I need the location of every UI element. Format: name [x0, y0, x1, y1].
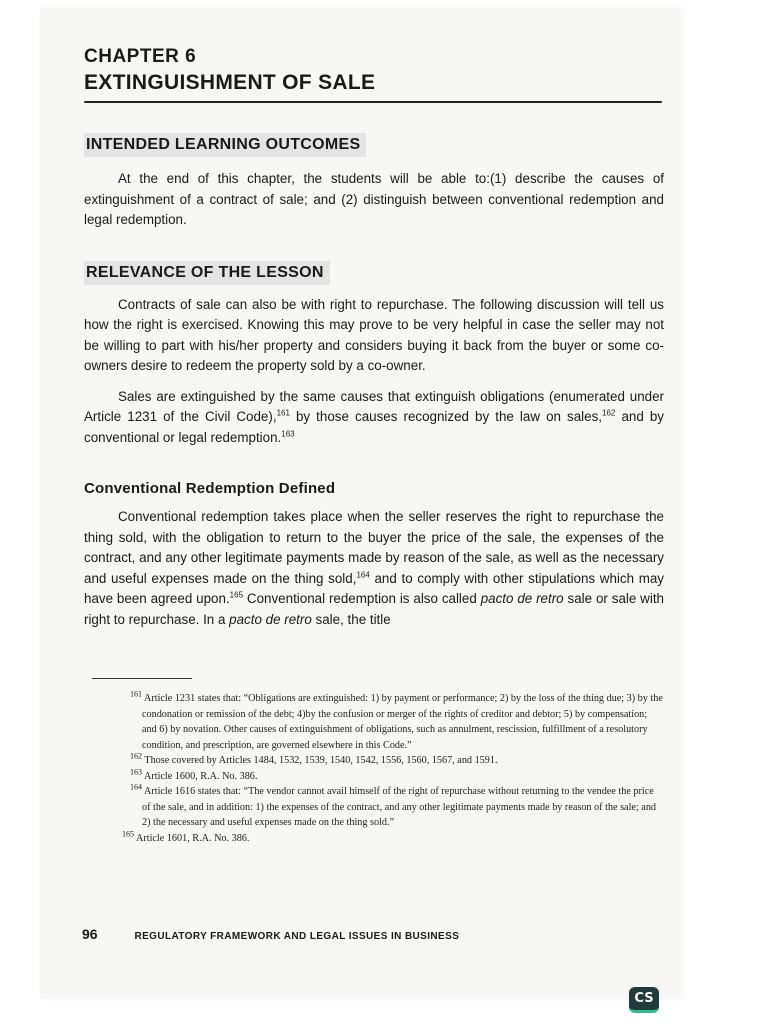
footnote-ref-164[interactable]: 164 — [356, 570, 370, 580]
relevance-heading: RELEVANCE OF THE LESSON — [84, 261, 330, 285]
footnote-163: $^{163}$ Article 1600, R.A. No. 386. — [130, 767, 258, 782]
footnote-161: $^{161}$ Article 1231 states that: “Obligations are extinguished: 1) by payment or performance; 2) by the loss of the thing due; 3) by the condonation or remission of the debt; 4)by the confusion or merger of the rights of creditor and debtor; 5) by compensation; and 6) by novation. Other causes of extinguishment of obligations, such as annulment, rescission, fulfillment of a resolutory condition, and prescription, are governed elsewhere in this Code.” — [130, 689, 663, 751]
footnote-separator — [92, 678, 192, 679]
relevance-paragraph-2: Sales are extinguished by the same causes that extinguish obligations (enumerated under Article 1231 of the Civil Code),$^{161}$ by those causes recognized by the law on sales,$^{162}$ and by conventional or legal redemption.$^{163}$ — [84, 388, 664, 445]
ilo-paragraph: At the end of this chapter, the students will be able to:(1) describe the causes of extinguishment of a contract of sale; and (2) distinguish between conventional redemption and legal redemption. — [84, 171, 664, 227]
footnote-ref-165[interactable]: 165 — [229, 590, 244, 600]
camscanner-logo-label: CS — [634, 991, 654, 1006]
footnote-ref-162[interactable]: 162 — [602, 408, 616, 418]
camscanner-logo-icon — [629, 987, 659, 1013]
footnote-162: $^{162}$ Those covered by Articles 1484, 1532, 1539, 1540, 1542, 1556, 1560, 1567, and 1591. — [130, 751, 498, 766]
page-footer — [82, 926, 682, 944]
title-underline — [84, 101, 662, 103]
conventional-redemption-paragraph: Conventional redemption takes place when the seller reserves the right to repurchase the thing sold, with the obligation to return to the buyer the price of the sale, the expenses of the contract, and any other legitimate payments made by reason of the sale, as well as the necessary and useful expenses made on the thing sold,$^{164}$ and to comply with other stipulations which may have been agreed upon.$^{165}$ Conventional redemption is also called pacto de retro sale or sale with right to repurchase. In a pacto de retro sale, the title — [84, 509, 665, 627]
footnotes — [84, 691, 664, 846]
chapter-title: EXTINGUISHMENT OF SALE — [84, 71, 376, 94]
ilo-heading: INTENDED LEARNING OUTCOMES — [84, 133, 366, 157]
page-content — [84, 46, 664, 846]
relevance-paragraph-1: Contracts of sale can also be with right to repurchase. The following discussion will tell us how the right is exercised. Knowing this may prove to be very helpful in case the seller may not be willing to part with his/her property and considers buying it back from the buyer or some co-owners desire to redeem the property sold by a co-owner. — [84, 296, 664, 373]
footnote-164: $^{164}$ Article 1616 states that: “The vendor cannot avail himself of the right of repurchase without returning to the vendee the price of the sale, and in addition: 1) the expenses of the contract, and any other legitimate payments made by reason of the sale; and 2) the necessary and useful expenses made on the thing sold.” — [130, 782, 657, 828]
footnote-165: $^{165}$ Article 1601, R.A. No. 386. — [122, 829, 250, 844]
chapter-number: CHAPTER 6 — [84, 46, 197, 67]
running-title: REGULATORY FRAMEWORK AND LEGAL ISSUES IN BUSINESS — [134, 931, 460, 942]
footnote-ref-163[interactable]: 163 — [281, 429, 295, 439]
page-number: 96 — [82, 926, 98, 942]
document-page — [40, 8, 680, 998]
footnote-ref-161[interactable]: 161 — [276, 408, 290, 418]
conventional-redemption-heading: Conventional Redemption Defined — [84, 480, 336, 497]
